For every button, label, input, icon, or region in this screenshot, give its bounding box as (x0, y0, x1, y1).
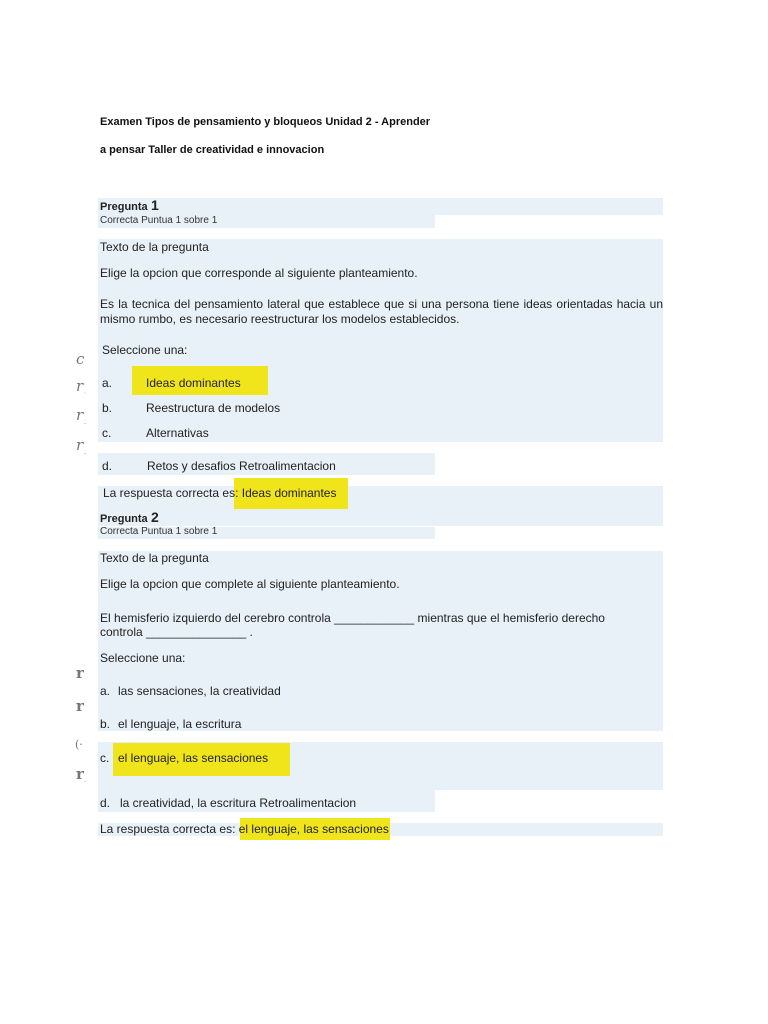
q2-option-c-text[interactable]: el lenguaje, las sensaciones (118, 751, 269, 765)
q2-option-a-text[interactable]: las sensaciones, la creatividad (118, 684, 281, 698)
margin-mark-4: ¨ (84, 781, 87, 788)
q2-answer-prefix: La respuesta correcta es: e (100, 822, 246, 836)
q2-option-b-letter: b. (100, 717, 111, 731)
q1-text-heading: Texto de la pregunta (100, 240, 209, 254)
q1-option-a-text[interactable]: Ideas dominantes (146, 376, 241, 390)
margin-mark-3: ¨ (84, 453, 87, 460)
q2-statement-line2: controla _______________ . (100, 625, 253, 639)
q1-option-b-letter: b. (102, 401, 113, 415)
q1-answer-prefix: La respuesta correcta es: (103, 486, 239, 500)
q2-answer-line (100, 822, 389, 836)
q1-answer-value: Ideas dominantes (241, 486, 337, 500)
margin-glyph-2: r (76, 377, 84, 395)
q1-option-c-text[interactable]: Alternativas (146, 426, 209, 440)
q2-option-d-letter: d. (100, 796, 111, 810)
q1-option-c-letter: c. (102, 426, 112, 440)
q1-select-prompt: Seleccione una: (102, 343, 188, 357)
q1-number: 1 (151, 197, 159, 213)
margin-glyph-8: r (76, 765, 84, 783)
margin-glyph-6: r (76, 697, 84, 715)
q2-option-b-text[interactable]: el lenguaje, la escritura (118, 717, 242, 731)
q1-option-d-text[interactable]: Retos y desafios Retroalimentacion (147, 459, 336, 473)
q2-number: 2 (151, 509, 159, 525)
q2-title (100, 510, 159, 526)
q1-option-d-letter: d. (102, 459, 113, 473)
q2-option-c-letter: c. (100, 751, 110, 765)
q2-option-a-letter: a. (100, 684, 111, 698)
q1-option-a-letter: a. (102, 376, 113, 390)
q2-answer-value: l lenguaje, las sensaciones (245, 822, 389, 836)
q1-option-b-text[interactable]: Reestructura de modelos (146, 401, 281, 415)
q2-option-d-text[interactable]: la creatividad, la escritura Retroalimentacion (120, 796, 357, 810)
q1-title (100, 198, 159, 214)
q1-header-band (98, 198, 663, 215)
q2-statement-line1: El hemisferio izquierdo del cerebro controla ____________ mientras que el hemisferio derecho (100, 611, 605, 625)
margin-mark-2: ¨ (84, 423, 87, 430)
q2-select-prompt: Seleccione una: (100, 651, 186, 665)
q2-status: Correcta Puntua 1 sobre 1 (100, 526, 218, 537)
q1-label: Pregunta (100, 201, 148, 213)
q1-statement: Es la tecnica del pensamiento lateral que establece que si una persona tiene ideas orientadas hacia un mismo rumbo, es necesario reestructurar los modelos establecidos. (100, 297, 663, 326)
q1-status: Correcta Puntua 1 sobre 1 (100, 215, 218, 226)
q1-instruction: Elige la opcion que corresponde al siguiente planteamiento. (100, 266, 418, 280)
document-title-line2: a pensar Taller de creatividad e innovacion (100, 144, 325, 156)
margin-glyph-1: c (76, 350, 85, 368)
margin-glyph-5: r (76, 664, 84, 682)
q2-text-heading: Texto de la pregunta (100, 551, 209, 565)
margin-glyph-3: r (76, 406, 84, 424)
document-title-line1: Examen Tipos de pensamiento y bloqueos Unidad 2 - Aprender (100, 116, 431, 128)
margin-glyph-7: (· (75, 738, 83, 751)
margin-mark-1: ˙ (84, 393, 87, 400)
q2-label: Pregunta (100, 513, 148, 525)
q2-instruction: Elige la opcion que complete al siguiente planteamiento. (100, 577, 400, 591)
q1-answer-line (103, 486, 336, 500)
margin-glyph-4: r (76, 436, 84, 454)
